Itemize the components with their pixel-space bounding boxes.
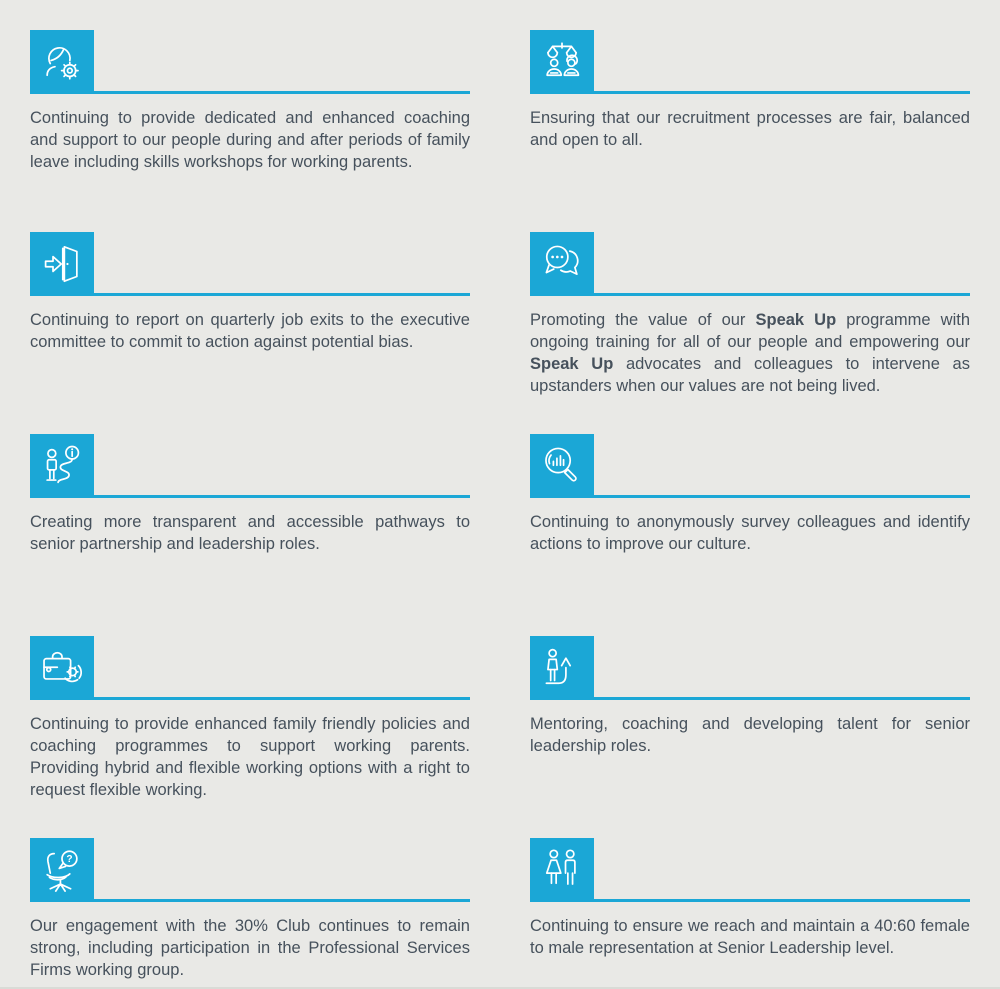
action-card-30-percent-club bbox=[30, 838, 470, 981]
accent-underline bbox=[594, 899, 970, 903]
action-text: Ensuring that our recruitment processes are fair, balanced and open to all. bbox=[530, 109, 970, 149]
action-text: Continuing to report on quarterly job exits to the executive committee to commit to action against potential bias. bbox=[30, 311, 470, 351]
action-card-family-friendly bbox=[30, 636, 470, 838]
action-card-mentoring bbox=[530, 636, 970, 838]
action-card-speak-up bbox=[530, 232, 970, 434]
card-header bbox=[30, 636, 470, 700]
action-card-survey bbox=[530, 434, 970, 636]
scales-with-people-icon bbox=[530, 30, 594, 94]
action-text: Creating more transparent and accessible pathways to senior partnership and leadership roles. bbox=[30, 513, 470, 553]
accent-underline bbox=[594, 697, 970, 701]
card-header bbox=[530, 232, 970, 296]
action-text: Promoting the value of our Speak Up programme with ongoing training for all of our people and empowering our Speak Up advocates and colleagues to intervene as upstanders when our values are not being lived. bbox=[530, 311, 970, 395]
card-header bbox=[530, 636, 970, 700]
action-text: Continuing to provide dedicated and enhanced coaching and support to our people during and after periods of family leave including skills workshops for working parents. bbox=[30, 109, 470, 171]
exit-door-icon bbox=[30, 232, 94, 296]
speech-bubbles-icon bbox=[530, 232, 594, 296]
person-with-gear-icon bbox=[30, 30, 94, 94]
accent-underline bbox=[594, 495, 970, 499]
person-pathway-info-icon bbox=[30, 434, 94, 498]
accent-underline bbox=[94, 899, 470, 903]
accent-underline bbox=[94, 697, 470, 701]
accent-underline bbox=[94, 293, 470, 297]
briefcase-in-hands-icon bbox=[30, 636, 94, 700]
card-header bbox=[530, 30, 970, 94]
card-header bbox=[530, 838, 970, 902]
action-text: Mentoring, coaching and developing talent for senior leadership roles. bbox=[530, 715, 970, 755]
action-card-coaching bbox=[30, 30, 470, 232]
action-card-representation bbox=[530, 838, 970, 981]
card-header bbox=[30, 232, 470, 296]
magnifier-bar-chart-icon bbox=[530, 434, 594, 498]
action-text: Our engagement with the 30% Club continues to remain strong, including participation in the Professional Services Firms working group. bbox=[30, 917, 470, 979]
svg-text:?: ? bbox=[66, 854, 73, 866]
card-header bbox=[30, 838, 470, 902]
accent-underline bbox=[94, 495, 470, 499]
female-male-figures-icon bbox=[530, 838, 594, 902]
accent-underline bbox=[594, 293, 970, 297]
accent-underline bbox=[94, 91, 470, 95]
action-text: Continuing to provide enhanced family friendly policies and coaching programmes to support working parents. Providing hybrid and flexible working options with a right to request flexible working. bbox=[30, 715, 470, 799]
accent-underline bbox=[594, 91, 970, 95]
card-header bbox=[530, 434, 970, 498]
action-text: Continuing to ensure we reach and maintain a 40:60 female to male representation at Senior Leadership level. bbox=[530, 917, 970, 957]
card-header bbox=[30, 30, 470, 94]
action-text: Continuing to anonymously survey colleagues and identify actions to improve our culture. bbox=[530, 513, 970, 553]
card-header bbox=[30, 434, 470, 498]
person-rising-arrow-icon bbox=[530, 636, 594, 700]
action-card-recruitment bbox=[530, 30, 970, 232]
action-card-pathways bbox=[30, 434, 470, 636]
action-card-job-exits bbox=[30, 232, 470, 434]
chair-question-icon bbox=[30, 838, 94, 902]
